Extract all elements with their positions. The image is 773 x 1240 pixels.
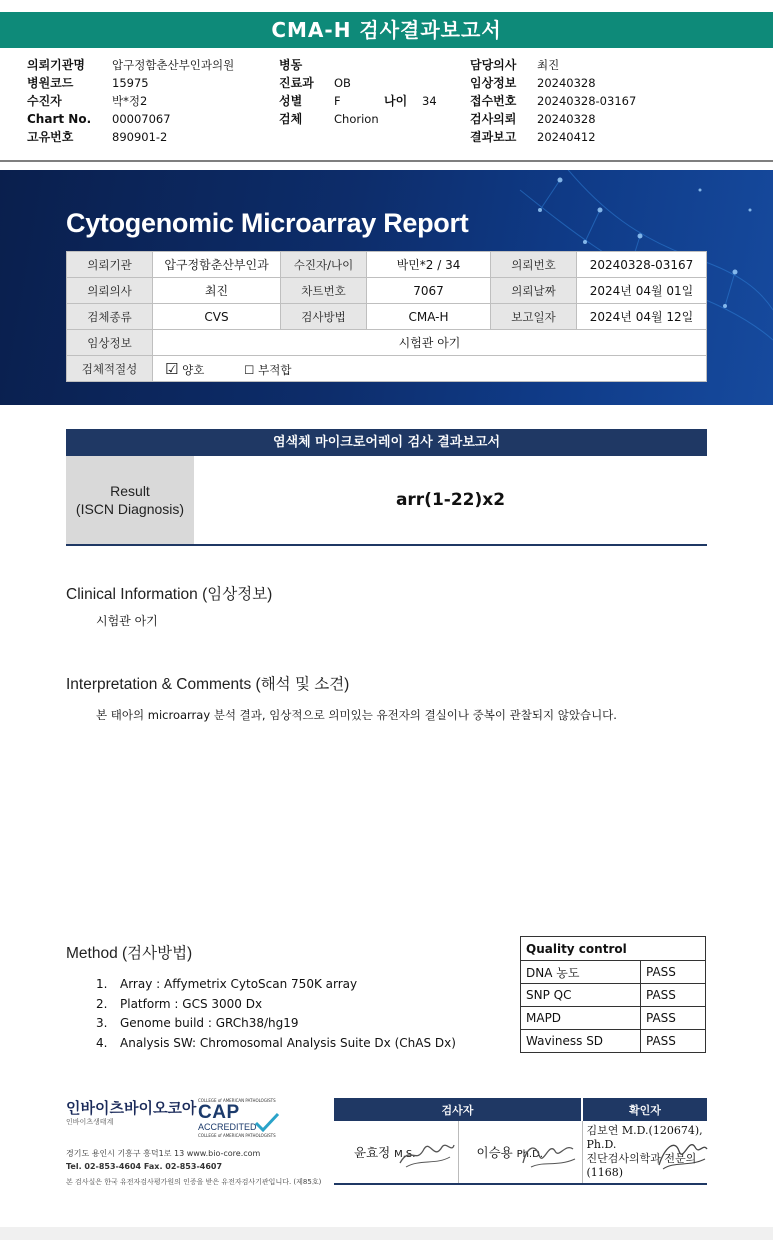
meta-value: 압구정함춘산부인과의원 [112, 58, 235, 72]
meta-label: 검사의뢰 [470, 112, 517, 126]
meta-value: 최진 [537, 58, 560, 72]
cap-accreditation-logo [198, 1098, 282, 1140]
info-label: 의뢰날짜 [491, 278, 577, 304]
meta-label: 검체 [279, 112, 303, 126]
adequacy-bad-label: 부적합 [258, 362, 292, 377]
meta-label: 나이 [384, 94, 408, 108]
meta-value: 박*정2 [112, 94, 148, 108]
adequacy-bad-option [244, 362, 291, 378]
checked-checkbox-icon: ☑ [165, 359, 179, 378]
interpretation-title: Interpretation & Comments (해석 및 소견) [66, 676, 350, 693]
tester2-cell [458, 1121, 582, 1184]
meta-label: 병동 [279, 58, 303, 72]
info-label: 보고일자 [491, 304, 577, 330]
tester2-signature [517, 1133, 581, 1173]
tester2-name: 이승용 [476, 1145, 513, 1160]
info-value: 박민*2 / 34 [367, 252, 491, 278]
unchecked-checkbox-icon: ☐ [244, 362, 255, 377]
signature-table [334, 1098, 707, 1185]
info-value: CMA-H [367, 304, 491, 330]
meta-column-3 [470, 56, 636, 146]
confirmer-title: 진단검사의학과 전문의(1168) [586, 1152, 697, 1179]
qc-result: PASS [641, 984, 706, 1007]
info-value: 7067 [367, 278, 491, 304]
method-item: 2. Platform : GCS 3000 Dx [96, 996, 263, 1011]
method-title: Method (검사방법) [66, 945, 193, 962]
result-section-header: 염색체 마이크로어레이 검사 결과보고서 [66, 429, 707, 456]
meta-value: 00007067 [112, 112, 171, 126]
meta-label: 결과보고 [470, 130, 517, 144]
quality-control-table [520, 936, 706, 1053]
qc-title: Quality control [521, 937, 706, 961]
report-banner [0, 170, 773, 405]
cap-accredited-text: ACCREDITED [198, 1122, 257, 1132]
info-label: 의뢰번호 [491, 252, 577, 278]
tester1-degree: M.S. [394, 1149, 416, 1160]
meta-value: 890901-2 [112, 130, 168, 144]
method-item: 3. Genome build : GRCh38/hg19 [96, 1016, 299, 1030]
meta-label: 접수번호 [470, 94, 517, 108]
meta-label: 수진자 [27, 94, 62, 108]
banner-title: Cytogenomic Microarray Report [66, 208, 469, 238]
info-value: 2024년 04월 12일 [577, 304, 707, 330]
info-value: 압구정함춘산부인과 [153, 252, 281, 278]
company-logo: 인바이츠바이오코아 [66, 1099, 197, 1117]
tel-line: Tel. 02-853-4604 Fax. 02-853-4607 [66, 1162, 223, 1171]
meta-column-2 [279, 56, 437, 128]
qc-name: SNP QC [521, 984, 641, 1007]
meta-label: 의뢰기관명 [27, 58, 85, 72]
adequacy-good-label: 양호 [182, 362, 205, 377]
meta-label: 담당의사 [470, 58, 517, 72]
meta-value: Chorion [334, 112, 379, 126]
address-line: 경기도 용인시 기흥구 흥덕1로 13 www.bio-core.com [66, 1149, 261, 1158]
info-label: 의뢰기관 [67, 252, 153, 278]
interpretation-text: 본 태아의 microarray 분석 결과, 임상적으로 의미있는 유전자의 결실이나 중복이 관찰되지 않았습니다. [96, 708, 617, 722]
info-value: 최진 [153, 278, 281, 304]
meta-value: 20240328 [537, 76, 596, 90]
meta-value: 20240412 [537, 130, 596, 144]
info-value: 2024년 04월 01일 [577, 278, 707, 304]
info-label: 검체적절성 [67, 356, 153, 382]
meta-label: 임상정보 [470, 76, 517, 90]
meta-value: 15975 [112, 76, 149, 90]
info-label: 임상정보 [67, 330, 153, 356]
tester-header: 검사자 [334, 1098, 582, 1121]
method-item: 4. Analysis SW: Chromosomal Analysis Suite Dx (ChAS Dx) [96, 1035, 456, 1050]
checkmark-icon [254, 1112, 280, 1132]
result-label-line2: (ISCN Diagnosis) [75, 501, 185, 517]
result-box [66, 456, 707, 546]
footer-address [66, 1147, 260, 1173]
clinical-info-title: Clinical Information (임상정보) [66, 586, 273, 603]
info-label: 검사방법 [281, 304, 367, 330]
meta-value: F [334, 94, 341, 108]
cap-logo-text: CAP [198, 1102, 240, 1123]
meta-label: 진료과 [279, 76, 314, 90]
qc-result: PASS [641, 961, 706, 984]
meta-label: Chart No. [27, 112, 92, 126]
meta-value: 20240328-03167 [537, 94, 637, 108]
qc-name: Waviness SD [521, 1030, 641, 1053]
meta-value: OB [334, 76, 351, 90]
meta-label: 성별 [279, 94, 303, 108]
qc-result: PASS [641, 1030, 706, 1053]
info-label: 의뢰의사 [67, 278, 153, 304]
tester2-degree: Ph.D. [516, 1149, 543, 1160]
meta-label: 병원코드 [27, 76, 74, 90]
info-label: 차트번호 [281, 278, 367, 304]
adequacy-good-option [165, 360, 204, 378]
footer-certification-note: 본 검사실은 한국 유전자검사평가원의 인증을 받은 유전자검사기관입니다. (제85호) [66, 1178, 322, 1186]
confirmer-header: 확인자 [582, 1098, 707, 1121]
meta-label: 고유번호 [27, 130, 74, 144]
info-label: 검체종류 [67, 304, 153, 330]
result-value: arr(1-22)x2 [395, 490, 506, 510]
info-label: 수진자/나이 [281, 252, 367, 278]
patient-info-table [66, 251, 707, 382]
meta-value: 20240328 [537, 112, 596, 126]
header-divider [0, 160, 773, 162]
cap-top-text: COLLEGE of AMERICAN PATHOLOGISTS [198, 1098, 276, 1103]
confirmer-signature [653, 1131, 709, 1175]
company-logo-sub: 인바이츠생태계 [66, 1118, 114, 1126]
info-value: 시험관 아기 [153, 330, 707, 356]
method-item: 1. Array : Affymetrix CytoScan 750K array [96, 977, 358, 991]
cap-bottom-text: COLLEGE of AMERICAN PATHOLOGISTS [198, 1133, 276, 1138]
clinical-info-text: 시험관 아기 [96, 614, 158, 628]
page-bottom-bar [0, 1227, 773, 1240]
info-value: 20240328-03167 [577, 252, 707, 278]
qc-name: MAPD [521, 1007, 641, 1030]
result-label [66, 456, 194, 544]
adequacy-options [153, 356, 707, 382]
qc-result: PASS [641, 1007, 706, 1030]
tester1-name: 윤효정 [354, 1145, 391, 1160]
info-value: CVS [153, 304, 281, 330]
confirmer-name: 김보연 M.D.(120674), Ph.D. [586, 1124, 703, 1151]
meta-column-1 [27, 56, 234, 146]
meta-value: 34 [422, 94, 437, 108]
method-list [96, 975, 456, 1053]
tester1-signature [396, 1135, 456, 1171]
report-top-title: CMA-H 검사결과보고서 [0, 12, 773, 48]
tester1-cell [334, 1121, 458, 1184]
result-label-line1: Result [110, 483, 150, 499]
qc-name: DNA 농도 [521, 961, 641, 984]
confirmer-cell [582, 1121, 707, 1184]
